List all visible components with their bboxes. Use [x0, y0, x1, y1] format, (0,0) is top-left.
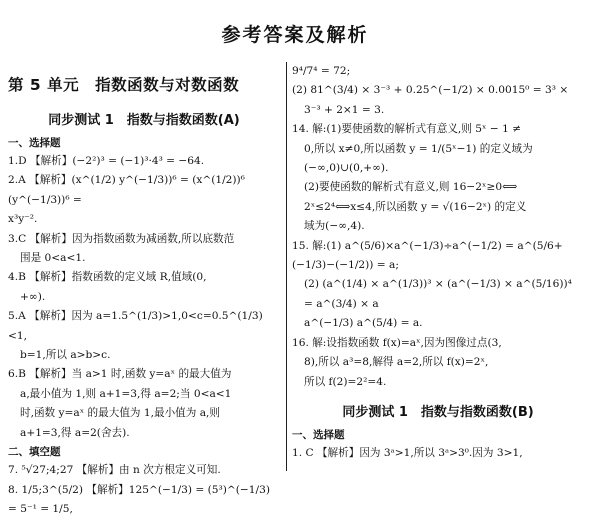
- answer-14-line4: (2)要使函数的解析式有意义,则 16−2ˣ≥0⟺: [292, 178, 584, 197]
- section-choice: 一、选择题: [8, 134, 280, 152]
- answer-4-line2: +∞).: [8, 288, 280, 307]
- right-column: [292, 64, 584, 463]
- answer-5-line2: b=1,所以 a>b>c.: [8, 346, 280, 365]
- answer-15-line3: a^(−1/3) a^(5/4) = a.: [292, 314, 584, 333]
- answer-6-line4: a+1=3,得 a=2(舍去).: [8, 424, 280, 443]
- answer-14-line5: 2ˣ≤2⁴⟺x≤4,所以函数 y = √(16−2ˣ) 的定义: [292, 198, 584, 217]
- answer-3-line2: 围是 0<a<1.: [8, 249, 280, 268]
- answer-16-line2: 8),所以 a³=8,解得 a=2,所以 f(x)=2ˣ,: [292, 353, 584, 372]
- answer-b1: 1. C 【解析】因为 3ᵃ>1,所以 3ᵃ>3⁰.因为 3>1,: [292, 444, 584, 463]
- section-fill: 二、填空题: [8, 443, 280, 461]
- test-heading-b: 同步测试 1 指数与指数函数(B): [292, 400, 584, 426]
- answer-16-line1: 16. 解:设指数函数 f(x)=aˣ,因为图像过点(3,: [292, 334, 584, 353]
- answer-2-line1: 2.A 【解析】(x^(1/2) y^(−1/3))⁶ = (x^(1/2))⁶ (y^(−1/3))⁶ =: [8, 171, 280, 210]
- test-heading-a: 同步测试 1 指数与指数函数(A): [8, 108, 280, 134]
- answer-8: 8. 1/5;3^(5/2) 【解析】125^(−1/3) = (5³)^(−1/3) = 5⁻¹ = 1/5,: [8, 481, 280, 519]
- unit-heading: 第 5 单元 指数函数与对数函数: [8, 70, 280, 100]
- answer-6-line1: 6.B 【解析】当 a>1 时,函数 y=aˣ 的最大值为: [8, 365, 280, 384]
- right-line-1: 9⁴/7⁴ = 72;: [292, 62, 584, 81]
- answer-5-line1: 5.A 【解析】因为 a=1.5^(1/3)>1,0<c=0.5^(1/3)<1,: [8, 307, 280, 346]
- answer-14-line1: 14. 解:(1)要使函数的解析式有意义,则 5ˣ − 1 ≠: [292, 120, 584, 139]
- answer-15-line2: (2) (a^(1/4) × a^(1/3))³ × (a^(−1/3) × a^(5/16))⁴ = a^(3/4) × a: [292, 275, 584, 314]
- right-line-3: 3⁻³ + 2×1 = 3.: [292, 101, 584, 120]
- left-column: [8, 64, 280, 519]
- answer-6-line2: a,最小值为 1,则 a+1=3,得 a=2;当 0<a<1: [8, 385, 280, 404]
- answer-7: 7. ⁵√27;4;27 【解析】由 n 次方根定义可知.: [8, 461, 280, 480]
- page-title: 参考答案及解析: [0, 20, 590, 47]
- answer-4-line1: 4.B 【解析】指数函数的定义域 R,值域(0,: [8, 268, 280, 287]
- column-divider: [286, 62, 287, 471]
- right-line-2: (2) 81^(3/4) × 3⁻³ + 0.25^(−1/2) × 0.0015⁰ = 3³ ×: [292, 81, 584, 100]
- answer-14-line6: 域为(−∞,4).: [292, 217, 584, 236]
- answer-16-line3: 所以 f(2)=2²=4.: [292, 373, 584, 392]
- answer-14-line2: 0,所以 x≠0,所以函数 y = 1/(5ˣ−1) 的定义域为: [292, 140, 584, 159]
- answer-3-line1: 3.C 【解析】因为指数函数为减函数,所以底数范: [8, 230, 280, 249]
- answer-6-line3: 时,函数 y=aˣ 的最大值为 1,最小值为 a,则: [8, 404, 280, 423]
- answer-1: 1.D 【解析】(−2²)³ = (−1)³·4³ = −64.: [8, 152, 280, 171]
- answer-14-line3: (−∞,0)∪(0,+∞).: [292, 159, 584, 178]
- section-choice-b: 一、选择题: [292, 426, 584, 444]
- answer-2-line2: x³y⁻².: [8, 210, 280, 229]
- answer-15-line1: 15. 解:(1) a^(5/6)×a^(−1/3)÷a^(−1/2) = a^(5/6+(−1/3)−(−1/2)) = a;: [292, 237, 584, 276]
